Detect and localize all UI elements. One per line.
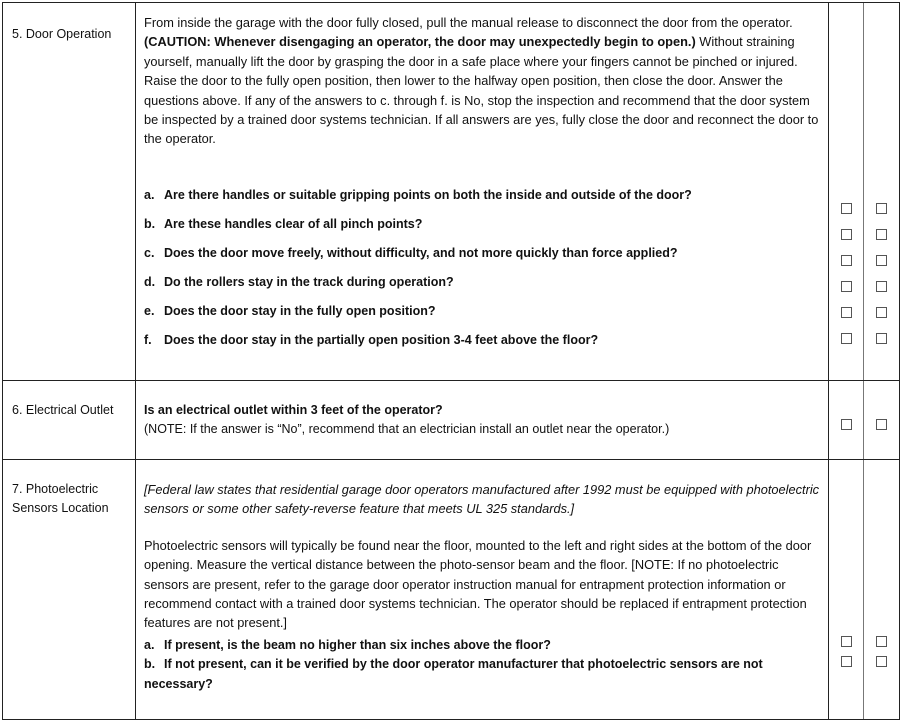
question-letter: c. (144, 246, 155, 260)
question-letter: b. (144, 657, 156, 672)
question-text: Are there handles or suitable gripping points on both the inside and outside of the door? (164, 188, 692, 202)
question-letter: b. (144, 217, 156, 231)
checkbox-b-2[interactable] (876, 229, 887, 240)
question-letter: e. (144, 304, 155, 318)
checkbox-d-2[interactable] (876, 281, 887, 292)
section-body (136, 460, 829, 719)
question-f (144, 331, 820, 360)
question-letter: f. (144, 333, 152, 347)
question-text: Do the rollers stay in the track during operation? (164, 275, 454, 289)
instructions-paragraph: Photoelectric sensors will typically be found near the floor, mounted to the left and right sides at the bottom of the door opening. Measure the vertical distance between the photo-sensor beam and the floor. [NOTE: If no photoelectric sensors are present, refer to the garage door operator instruction manual for entrapment protection information or recommend contact with a trained door systems technician. The operator should be replaced if entrapment protection features are not present.] (144, 537, 812, 631)
checkbox-sensor-a-1[interactable] (841, 636, 852, 647)
question-text: Does the door move freely, without difficulty, and not more quickly than force applied? (164, 246, 678, 260)
section-label (3, 3, 136, 380)
section-title: 5. Door Operation (12, 27, 112, 41)
section-photoelectric-sensors (2, 459, 900, 720)
section-label (3, 460, 136, 719)
checkbox-f-1[interactable] (841, 333, 852, 344)
instructions-paragraph (144, 7, 820, 149)
question-letter: a. (144, 188, 155, 202)
question-letter: a. (144, 637, 155, 652)
instructions-text-cont: Without straining yourself, manually lift the door by grasping the door in a safe place where your fingers cannot be pinched or injured. Raise the door to the fully open position, then lower to the halfway open position, then close the door. Answer the questions above. If any of the answers to c. through f. is No, stop the inspection and recommend that the door system be inspected by a trained door systems technician. If all answers are yes, fully close the door and reconnect the door to the operator. (144, 34, 819, 147)
question-a (144, 636, 820, 655)
checkbox-sensor-b-2[interactable] (876, 656, 887, 667)
question-text: Are these handles clear of all pinch points? (164, 217, 423, 231)
section-title: 6. Electrical Outlet (12, 403, 114, 417)
section-title: 7. Photoelectric (12, 482, 99, 496)
question-b (144, 215, 820, 244)
question-c (144, 244, 820, 273)
checkbox-b-1[interactable] (841, 229, 852, 240)
checkbox-outlet-1[interactable] (841, 419, 852, 430)
checkbox-c-1[interactable] (841, 255, 852, 266)
answer-column-2 (864, 460, 899, 719)
question-e (144, 302, 820, 331)
question-d (144, 273, 820, 302)
question-b (144, 655, 820, 694)
question-text: Is an electrical outlet within 3 feet of the operator? (144, 403, 443, 417)
section-door-operation (2, 2, 900, 381)
question-text: If not present, can it be verified by the door operator manufacturer that photoelectric sensors are not necessary? (144, 657, 763, 691)
note-text: (NOTE: If the answer is “No”, recommend that an electrician install an outlet near the operator.) (144, 422, 670, 437)
checkbox-e-1[interactable] (841, 307, 852, 318)
answer-column-2 (864, 3, 899, 380)
checkbox-sensor-b-1[interactable] (841, 656, 852, 667)
section-electrical-outlet (2, 380, 900, 460)
question-text: If present, is the beam no higher than six inches above the floor? (164, 637, 551, 652)
checkbox-c-2[interactable] (876, 255, 887, 266)
caution-text: (CAUTION: Whenever disengaging an operator, the door may unexpectedly begin to open.) (144, 34, 696, 50)
checkbox-sensor-a-2[interactable] (876, 636, 887, 647)
answer-column-1 (829, 460, 864, 719)
question-letter: d. (144, 275, 156, 289)
section-title-cont: Sensors Location (12, 501, 109, 515)
question-text: Does the door stay in the fully open position? (164, 304, 436, 318)
checkbox-f-2[interactable] (876, 333, 887, 344)
answer-column-2 (864, 381, 899, 459)
checkbox-a-2[interactable] (876, 203, 887, 214)
checkbox-d-1[interactable] (841, 281, 852, 292)
instructions-text: From inside the garage with the door fully closed, pull the manual release to disconnect the door from the operator. (144, 15, 793, 30)
question-a (144, 186, 820, 215)
federal-law-note: [Federal law states that residential garage door operators manufactured after 1992 must be equipped with photoelectric sensors or some other safety-reverse feature that meets UL 325 standards.] (144, 482, 820, 517)
section-label (3, 381, 136, 459)
section-body (136, 3, 829, 380)
checkbox-a-1[interactable] (841, 203, 852, 214)
answer-column-1 (829, 381, 864, 459)
answer-column-1 (829, 3, 864, 380)
question-text: Does the door stay in the partially open position 3-4 feet above the floor? (164, 333, 599, 347)
checkbox-outlet-2[interactable] (876, 419, 887, 430)
checkbox-e-2[interactable] (876, 307, 887, 318)
section-body (136, 381, 829, 459)
